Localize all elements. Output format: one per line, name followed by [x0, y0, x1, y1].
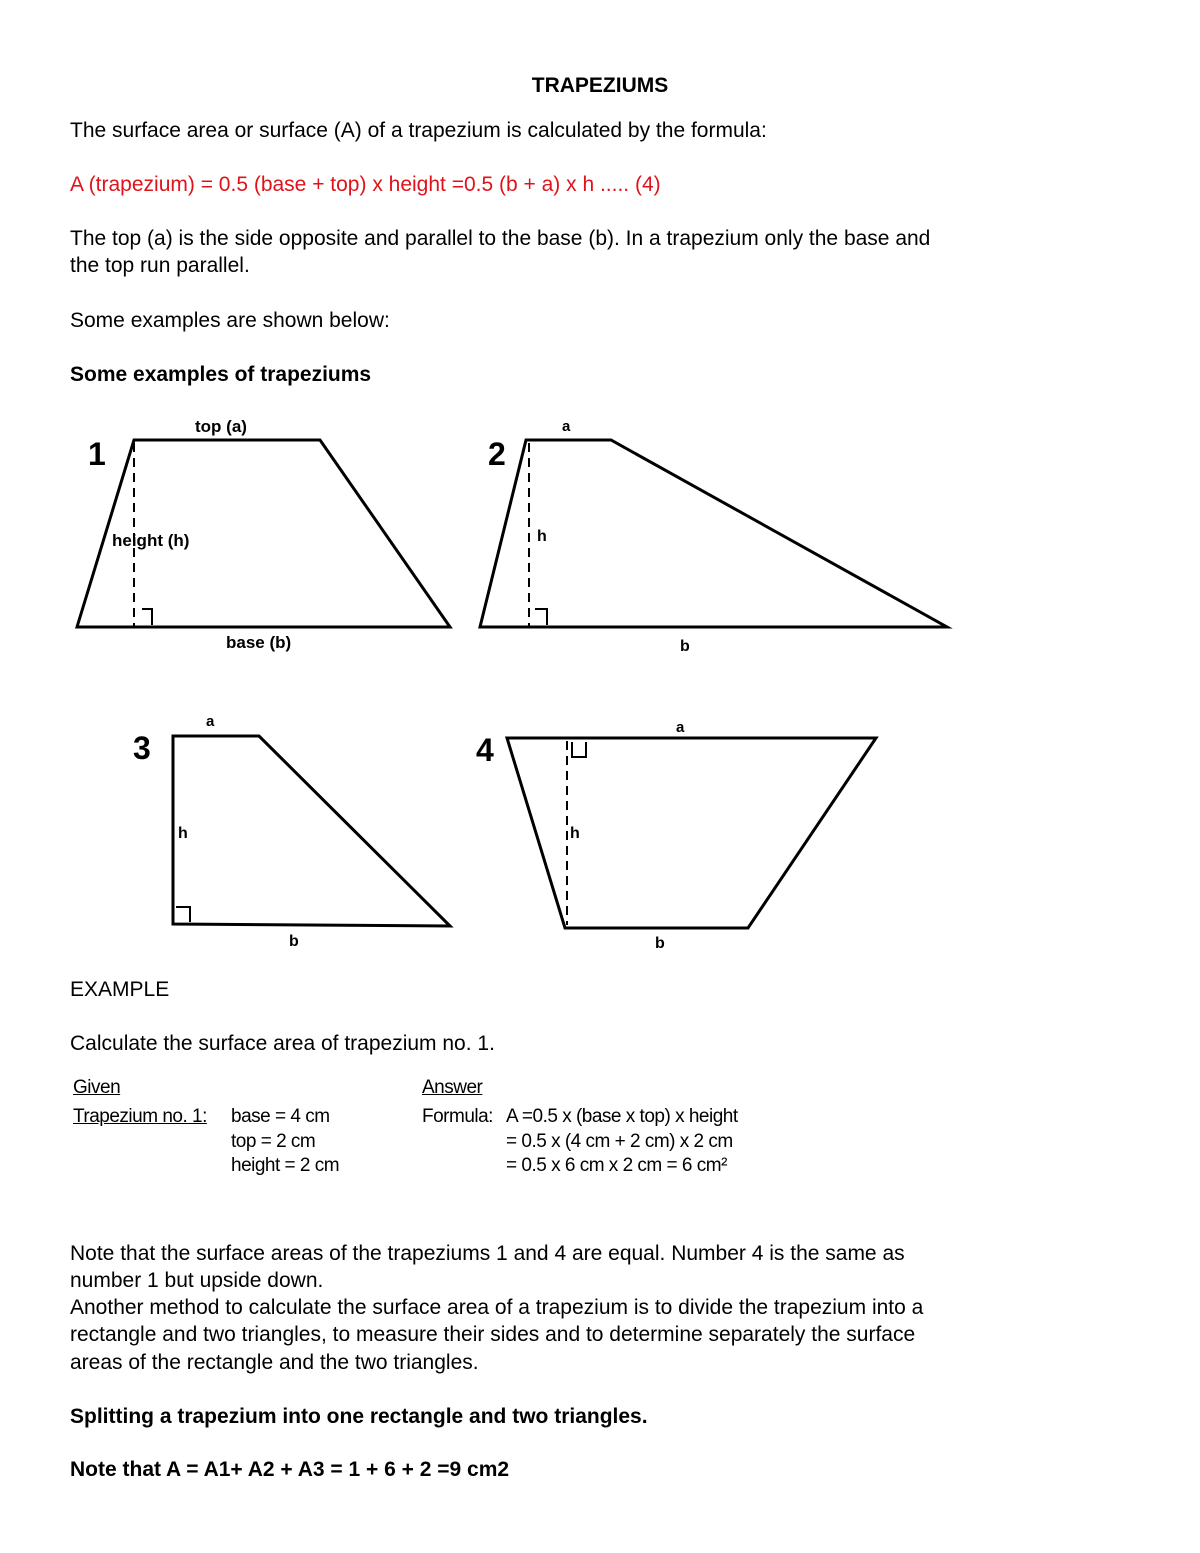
trapezium-figure-4	[476, 719, 876, 952]
formula-text: A (trapezium) = 0.5 (base + top) x height =0.5 (b + a) x h ..... (4)	[70, 173, 661, 196]
figure-2-height-label: h	[537, 528, 547, 545]
figure-1-number: 1	[88, 436, 106, 472]
top-definition-line-2: the top run parallel.	[70, 254, 250, 277]
given-header: Given	[73, 1077, 121, 1098]
intro-text: The surface area or surface (A) of a trapezium is calculated by the formula:	[70, 119, 767, 142]
figure-1-base-label: base (b)	[226, 633, 292, 652]
given-top: top = 2 cm	[231, 1131, 316, 1152]
figure-2-base-label: b	[680, 638, 690, 655]
given-height: height = 2 cm	[231, 1155, 340, 1176]
page-title: TRAPEZIUMS	[531, 74, 669, 97]
trapezium-label: Trapezium no. 1:	[73, 1106, 207, 1127]
answer-header: Answer	[422, 1077, 483, 1098]
answer-step-3: = 0.5 x 6 cm x 2 cm = 6 cm²	[506, 1155, 727, 1176]
trapezium-3-shape	[173, 736, 450, 926]
figure-3-base-label: b	[289, 933, 299, 950]
figure-2-top-label: a	[562, 418, 571, 435]
right-angle-marker	[142, 609, 152, 625]
figure-3-top-label: a	[206, 713, 215, 730]
figure-3-height-label: h	[178, 825, 188, 842]
right-angle-marker	[572, 742, 586, 757]
method-line-3: areas of the rectangle and the two triangles.	[70, 1351, 479, 1374]
examples-intro: Some examples are shown below:	[70, 309, 390, 332]
method-line-1: Another method to calculate the surface area of a trapezium is to divide the trapezium into a	[70, 1296, 924, 1319]
trapezium-figure-2	[480, 418, 947, 655]
method-line-2: rectangle and two triangles, to measure their sides and to determine separately the surface	[70, 1323, 916, 1346]
trapezium-4-shape	[507, 738, 876, 928]
answer-step-1: A =0.5 x (base x top) x height	[506, 1106, 738, 1127]
top-definition-line-1: The top (a) is the side opposite and parallel to the base (b). In a trapezium only the base and	[70, 227, 931, 250]
splitting-heading: Splitting a trapezium into one rectangle and two triangles.	[70, 1405, 648, 1428]
figure-2-number: 2	[488, 436, 506, 472]
right-angle-marker	[535, 609, 547, 625]
trapezium-figure-1	[77, 417, 450, 652]
figure-4-base-label: b	[655, 935, 665, 952]
figure-4-height-label: h	[570, 825, 580, 842]
figure-4-top-label: a	[676, 719, 685, 736]
right-angle-marker	[176, 907, 190, 922]
note-line-1: Note that the surface areas of the trapeziums 1 and 4 are equal. Number 4 is the same as	[70, 1242, 905, 1265]
examples-heading: Some examples of trapeziums	[70, 363, 372, 386]
note-line-2: number 1 but upside down.	[70, 1269, 324, 1292]
formula-label: Formula:	[422, 1106, 493, 1127]
figure-1-top-label: top (a)	[195, 417, 247, 436]
note-sum: Note that A = A1+ A2 + A3 = 1 + 6 + 2 =9 cm2	[70, 1458, 510, 1481]
figure-3-number: 3	[133, 730, 151, 766]
answer-step-2: = 0.5 x (4 cm + 2 cm) x 2 cm	[506, 1131, 733, 1152]
given-base: base = 4 cm	[231, 1106, 330, 1127]
figure-1-height-label: height (h)	[112, 531, 190, 550]
example-label: EXAMPLE	[70, 978, 170, 1001]
figure-4-number: 4	[476, 732, 494, 768]
trapezium-figure-3	[133, 713, 450, 950]
trapezium-2-shape	[480, 440, 947, 627]
example-task: Calculate the surface area of trapezium no. 1.	[70, 1032, 495, 1055]
